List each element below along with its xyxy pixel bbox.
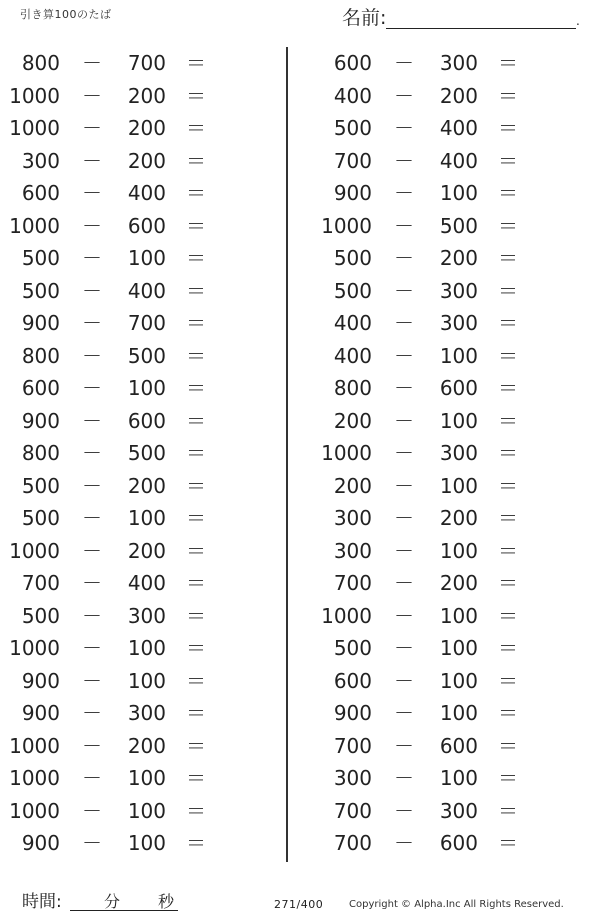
problem-row [0,535,270,568]
minus-sign: － [394,441,414,465]
problem-row [312,242,582,275]
minus-sign: － [394,343,414,368]
problem-row [0,730,270,763]
equals-sign: ＝ [186,148,206,173]
minus-sign: － [82,636,102,660]
problem-row [0,470,270,503]
minus-sign: － [394,311,414,335]
minuend: 900 [21,668,60,693]
name-label: 名前: [342,7,387,29]
subtrahend: 100 [439,181,478,205]
minuend: 1000 [9,733,60,758]
minuend: 1000 [9,766,60,790]
minuend: 400 [333,83,372,108]
equals-sign: ＝ [498,701,518,725]
problem-row [312,47,582,80]
subtrahend: 100 [439,636,478,660]
minuend: 1000 [9,213,60,238]
minutes-label: 分 [104,892,121,911]
minus-sign: － [394,701,414,725]
subtrahend: 200 [439,571,478,595]
subtrahend: 100 [439,668,478,693]
minuend: 500 [333,278,372,303]
problem-row [312,827,582,860]
minuend: 300 [333,538,372,563]
equals-sign: ＝ [186,798,206,823]
minuend: 300 [21,148,60,173]
equals-sign: ＝ [186,278,206,303]
subtrahend: 100 [127,831,166,855]
minuend: 500 [21,603,60,628]
problem-row [0,697,270,730]
equals-sign: ＝ [186,408,206,433]
minus-sign: － [82,278,102,303]
equals-sign: ＝ [498,83,518,108]
subtrahend: 700 [127,311,166,335]
subtrahend: 300 [439,278,478,303]
equals-sign: ＝ [498,603,518,628]
subtrahend: 100 [439,538,478,563]
minuend: 1000 [9,538,60,563]
equals-sign: ＝ [186,311,206,335]
minuend: 700 [333,798,372,823]
minuend: 200 [333,473,372,498]
minuend: 500 [333,246,372,270]
minuend: 700 [333,571,372,595]
minus-sign: － [394,603,414,628]
equals-sign: ＝ [186,701,206,725]
subtrahend: 300 [439,311,478,335]
minuend: 800 [21,343,60,368]
minus-sign: － [394,636,414,660]
equals-sign: ＝ [186,213,206,238]
subtrahend: 200 [127,116,166,140]
minuend: 500 [333,116,372,140]
equals-sign: ＝ [498,506,518,530]
minuend: 600 [21,376,60,400]
equals-sign: ＝ [498,668,518,693]
subtrahend: 200 [439,83,478,108]
equals-sign: ＝ [186,603,206,628]
equals-sign: ＝ [498,538,518,563]
minus-sign: － [394,376,414,400]
equals-sign: ＝ [186,506,206,530]
minus-sign: － [82,408,102,433]
problem-row [312,762,582,795]
subtrahend: 200 [439,506,478,530]
minuend: 800 [333,376,372,400]
problem-row [0,210,270,243]
problem-row [0,242,270,275]
subtrahend: 600 [439,831,478,855]
subtrahend: 600 [127,213,166,238]
problem-row [312,567,582,600]
equals-sign: ＝ [498,148,518,173]
subtrahend: 100 [127,246,166,270]
problem-row [0,112,270,145]
minuend: 700 [21,571,60,595]
minuend: 700 [333,733,372,758]
minus-sign: － [394,83,414,108]
minus-sign: － [82,473,102,498]
minuend: 500 [21,278,60,303]
problem-row [312,405,582,438]
time-label: 時間: [22,892,62,912]
equals-sign: ＝ [498,376,518,400]
minus-sign: － [394,116,414,140]
subtrahend: 600 [439,376,478,400]
problem-row [0,80,270,113]
minuend: 1000 [321,603,372,628]
problem-row [312,470,582,503]
equals-sign: ＝ [186,473,206,498]
subtrahend: 100 [127,506,166,530]
equals-sign: ＝ [186,571,206,595]
minus-sign: － [82,668,102,693]
equals-sign: ＝ [498,798,518,823]
minuend: 1000 [321,213,372,238]
minus-sign: － [394,506,414,530]
column-divider [286,47,288,862]
equals-sign: ＝ [186,636,206,660]
problem-row [312,795,582,828]
right-problem-column [312,47,582,860]
minuend: 700 [333,148,372,173]
page-number: 271/400 [274,898,324,911]
minuend: 600 [21,181,60,205]
name-line-end-mark: . [576,14,580,28]
equals-sign: ＝ [498,473,518,498]
minuend: 600 [333,51,372,75]
problem-row [312,80,582,113]
minuend: 900 [333,181,372,205]
minus-sign: － [82,798,102,823]
minus-sign: － [394,213,414,238]
minus-sign: － [394,148,414,173]
minuend: 800 [21,441,60,465]
equals-sign: ＝ [186,181,206,205]
minus-sign: － [394,798,414,823]
minuend: 500 [333,636,372,660]
minus-sign: － [394,181,414,205]
minuend: 1000 [9,798,60,823]
equals-sign: ＝ [186,766,206,790]
problem-row [312,730,582,763]
subtrahend: 200 [127,148,166,173]
minus-sign: － [394,278,414,303]
subtrahend: 100 [439,343,478,368]
minus-sign: － [82,148,102,173]
minuend: 500 [21,473,60,498]
subtrahend: 400 [439,148,478,173]
problem-row [0,47,270,80]
minus-sign: － [82,603,102,628]
equals-sign: ＝ [498,213,518,238]
subtrahend: 500 [127,343,166,368]
subtrahend: 100 [127,798,166,823]
equals-sign: ＝ [186,538,206,563]
minus-sign: － [394,473,414,498]
subtrahend: 500 [439,213,478,238]
copyright-notice: Copyright © Alpha.Inc All Rights Reserved. [349,899,564,910]
minuend: 400 [333,343,372,368]
problem-row [312,145,582,178]
problem-row [0,405,270,438]
problem-row [0,567,270,600]
name-write-line[interactable] [386,28,576,29]
minus-sign: － [82,343,102,368]
equals-sign: ＝ [186,343,206,368]
minus-sign: － [82,538,102,563]
subtrahend: 100 [127,668,166,693]
subtrahend: 200 [439,246,478,270]
minus-sign: － [394,538,414,563]
equals-sign: ＝ [186,831,206,855]
minus-sign: － [394,571,414,595]
problem-row [0,502,270,535]
equals-sign: ＝ [498,408,518,433]
problem-row [0,145,270,178]
problem-row [312,340,582,373]
equals-sign: ＝ [498,51,518,75]
minuend: 600 [333,668,372,693]
problem-row [312,372,582,405]
minuend: 200 [333,408,372,433]
minuend: 900 [21,408,60,433]
problem-row [312,275,582,308]
minus-sign: － [82,376,102,400]
equals-sign: ＝ [186,51,206,75]
subtrahend: 200 [127,83,166,108]
minuend: 500 [21,246,60,270]
minuend: 1000 [321,441,372,465]
left-problem-column [0,47,270,860]
problem-row [312,535,582,568]
worksheet-title: 引き算100のたば [20,8,112,21]
minus-sign: － [82,213,102,238]
subtrahend: 200 [127,538,166,563]
subtrahend: 200 [127,473,166,498]
equals-sign: ＝ [498,733,518,758]
subtrahend: 300 [127,603,166,628]
minus-sign: － [82,701,102,725]
problem-row [0,827,270,860]
problem-row [312,632,582,665]
minus-sign: － [82,766,102,790]
subtrahend: 100 [127,766,166,790]
equals-sign: ＝ [498,116,518,140]
problem-row [312,502,582,535]
seconds-label: 秒 [158,892,175,911]
subtrahend: 400 [127,571,166,595]
equals-sign: ＝ [498,311,518,335]
minus-sign: － [394,668,414,693]
minuend: 400 [333,311,372,335]
equals-sign: ＝ [186,83,206,108]
subtrahend: 100 [439,473,478,498]
subtrahend: 600 [439,733,478,758]
subtrahend: 100 [439,603,478,628]
minuend: 300 [333,506,372,530]
equals-sign: ＝ [498,343,518,368]
minuend: 1000 [9,116,60,140]
problem-row [312,437,582,470]
problem-row [0,177,270,210]
subtrahend: 100 [127,636,166,660]
minus-sign: － [82,733,102,758]
minus-sign: － [82,441,102,465]
problem-row [0,372,270,405]
problem-row [0,600,270,633]
subtrahend: 300 [439,441,478,465]
problem-row [312,210,582,243]
problem-row [0,795,270,828]
subtrahend: 400 [127,181,166,205]
minuend: 1000 [9,636,60,660]
minus-sign: － [82,181,102,205]
minuend: 900 [21,311,60,335]
problem-row [312,600,582,633]
minuend: 500 [21,506,60,530]
equals-sign: ＝ [498,636,518,660]
subtrahend: 300 [439,51,478,75]
subtrahend: 200 [127,733,166,758]
equals-sign: ＝ [186,246,206,270]
problem-row [0,437,270,470]
equals-sign: ＝ [498,571,518,595]
subtrahend: 100 [439,701,478,725]
minuend: 300 [333,766,372,790]
equals-sign: ＝ [498,766,518,790]
subtrahend: 600 [127,408,166,433]
minuend: 800 [21,51,60,75]
minus-sign: － [394,766,414,790]
subtrahend: 100 [439,408,478,433]
equals-sign: ＝ [186,668,206,693]
equals-sign: ＝ [498,278,518,303]
subtrahend: 400 [127,278,166,303]
equals-sign: ＝ [186,116,206,140]
problem-row [0,665,270,698]
problem-row [312,665,582,698]
minus-sign: － [394,831,414,855]
subtrahend: 100 [439,766,478,790]
minuend: 900 [21,831,60,855]
minus-sign: － [82,83,102,108]
minus-sign: － [82,506,102,530]
equals-sign: ＝ [186,441,206,465]
minuend: 700 [333,831,372,855]
problem-row [0,275,270,308]
subtrahend: 300 [127,701,166,725]
equals-sign: ＝ [498,246,518,270]
subtrahend: 100 [127,376,166,400]
problem-row [312,697,582,730]
problem-row [312,112,582,145]
problem-row [312,307,582,340]
minus-sign: － [82,831,102,855]
subtrahend: 300 [439,798,478,823]
minus-sign: － [82,116,102,140]
minus-sign: － [394,733,414,758]
equals-sign: ＝ [498,181,518,205]
subtrahend: 400 [439,116,478,140]
minus-sign: － [394,51,414,75]
subtrahend: 700 [127,51,166,75]
minuend: 900 [333,701,372,725]
equals-sign: ＝ [498,831,518,855]
minus-sign: － [82,571,102,595]
problem-row [0,307,270,340]
minus-sign: － [82,246,102,270]
minuend: 1000 [9,83,60,108]
problem-row [0,632,270,665]
minus-sign: － [82,311,102,335]
equals-sign: ＝ [186,733,206,758]
equals-sign: ＝ [186,376,206,400]
minuend: 900 [21,701,60,725]
minus-sign: － [394,408,414,433]
minus-sign: － [394,246,414,270]
minus-sign: － [82,51,102,75]
problem-row [0,340,270,373]
subtrahend: 500 [127,441,166,465]
problem-row [0,762,270,795]
equals-sign: ＝ [498,441,518,465]
problem-row [312,177,582,210]
